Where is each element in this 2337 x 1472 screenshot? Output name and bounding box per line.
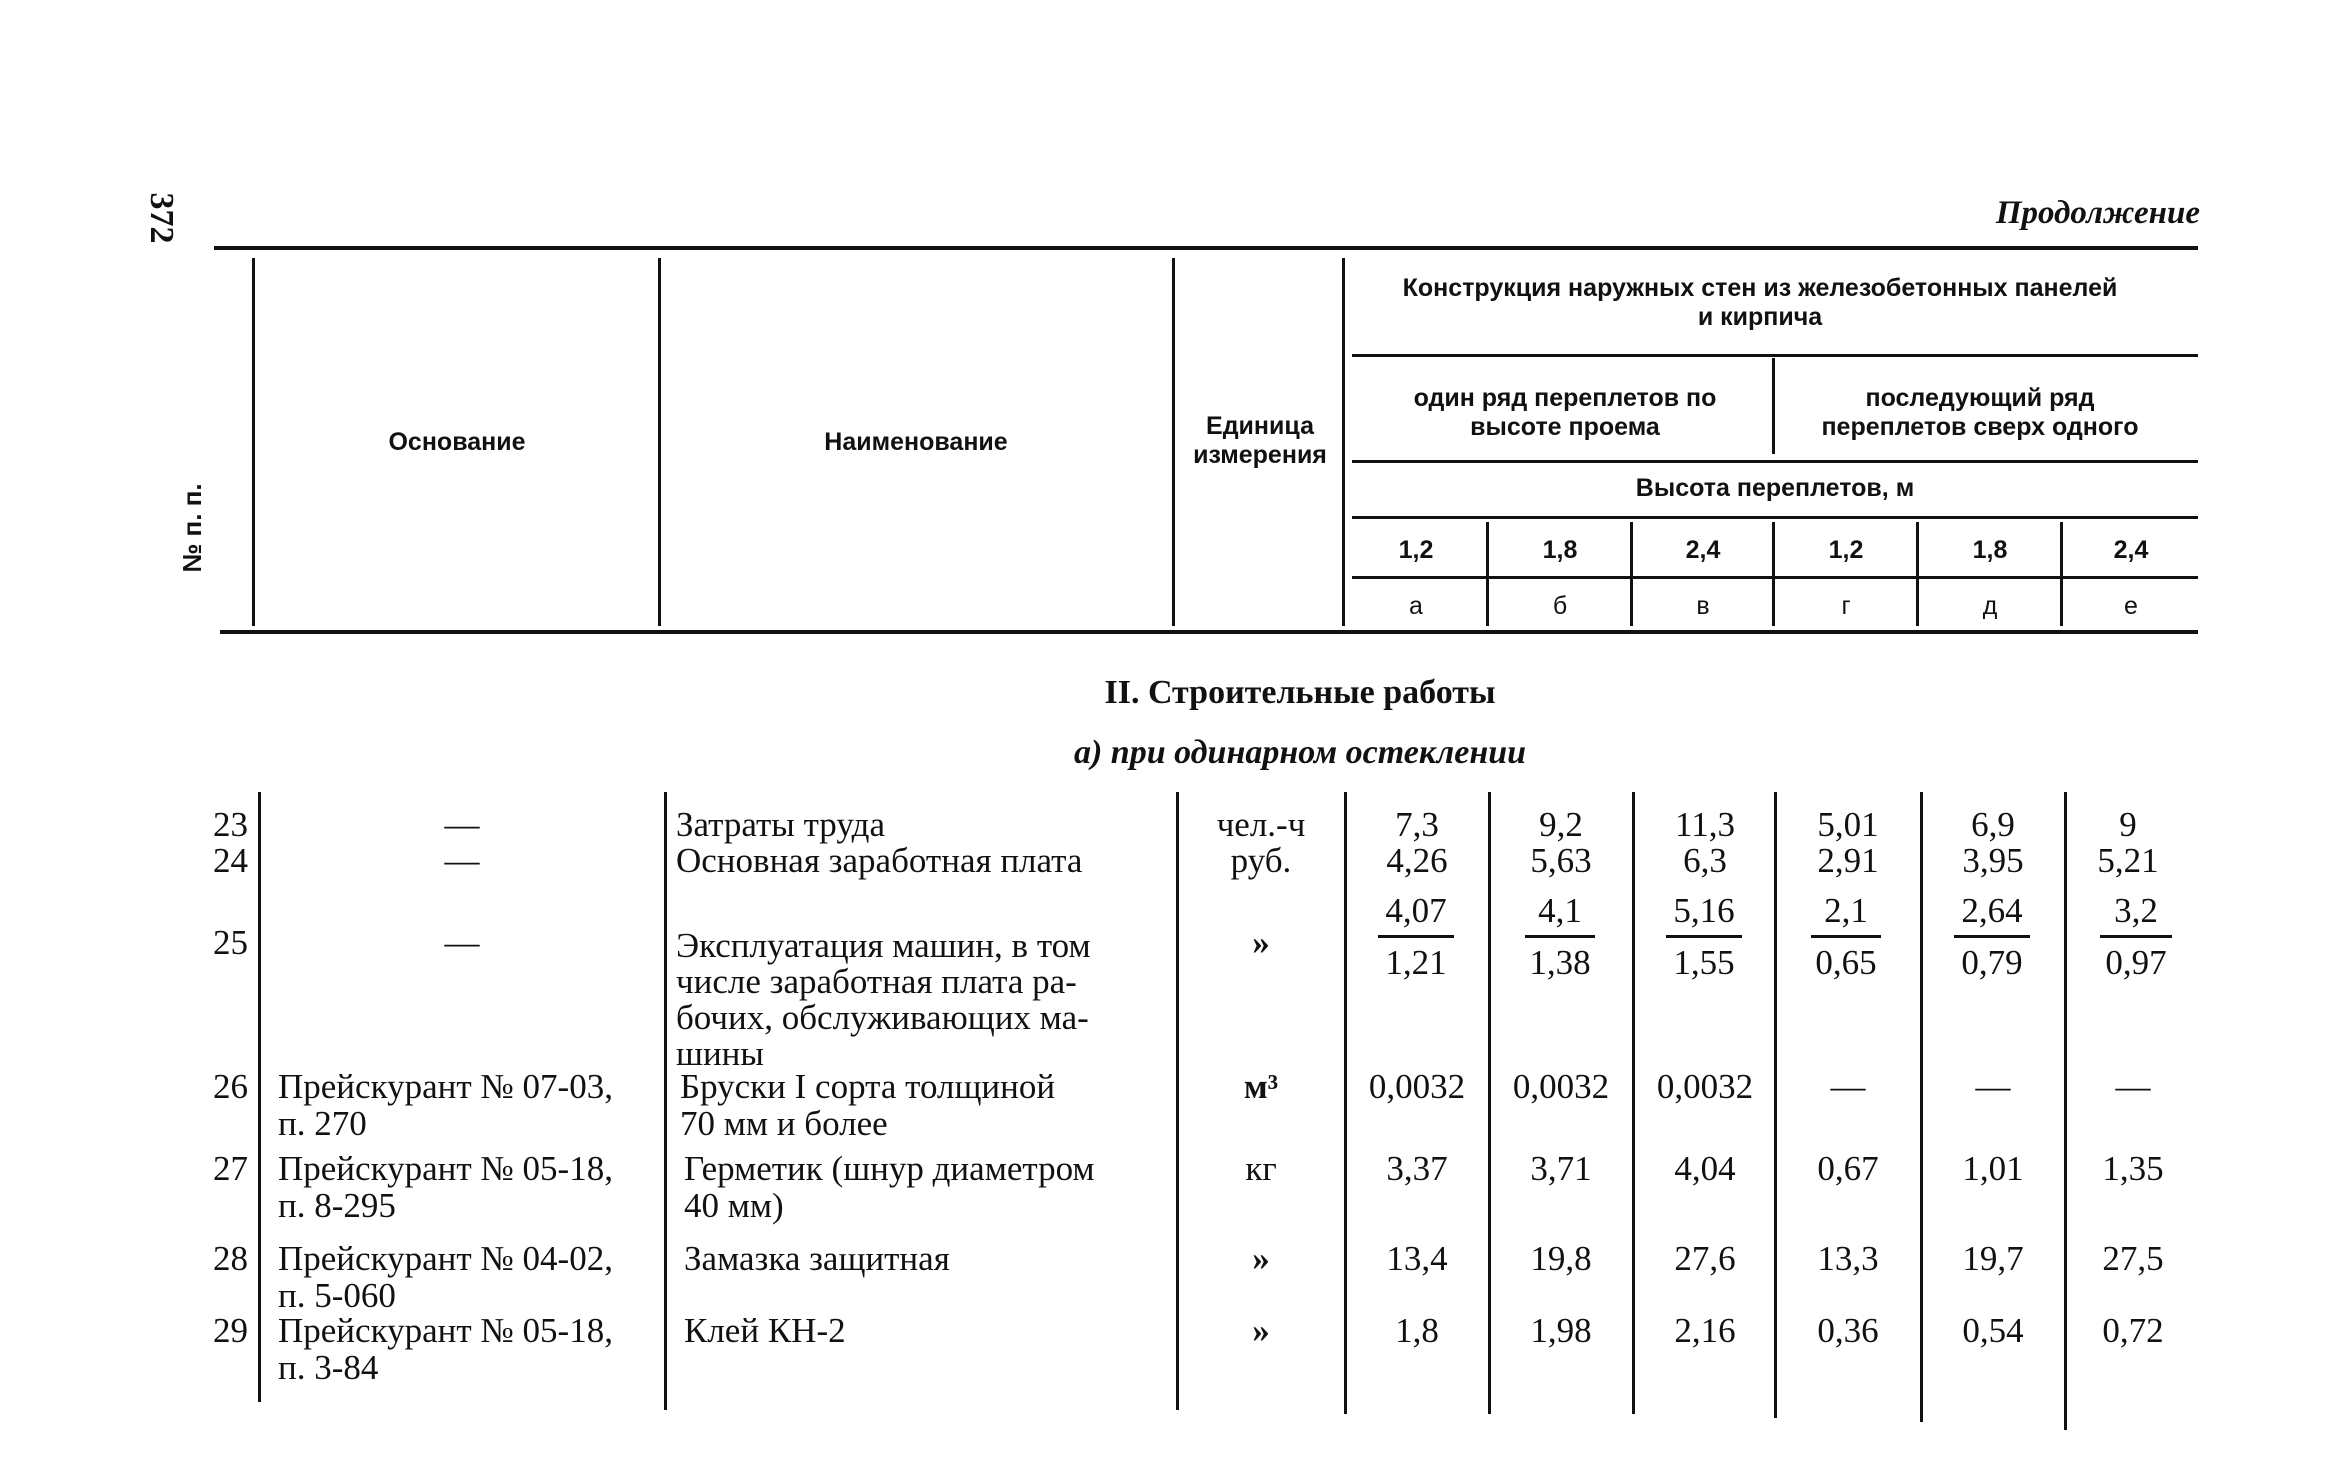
hdr-vline-3 — [1172, 258, 1175, 626]
row-28-unit: » — [1252, 1239, 1270, 1278]
subheader-next: последующий ряд переплетов сверх одного — [1821, 384, 2139, 441]
body-vline-9 — [2064, 792, 2067, 1430]
row-27-val-e: 1,35 — [2102, 1149, 2164, 1188]
row-25-top-b: 4,1 — [1538, 891, 1582, 930]
row-25-frac-a — [1366, 892, 1466, 981]
hdr-vline-sub — [1772, 358, 1775, 454]
row-28-val-a: 13,4 — [1386, 1239, 1448, 1278]
row-26-basis — [278, 1068, 613, 1142]
body-vline-4 — [1344, 792, 1347, 1414]
row-29-val-e: 0,72 — [2102, 1311, 2164, 1350]
row-28-basis-line: Прейскурант № 04-02, — [278, 1239, 613, 1278]
hdr-vline-c1 — [1486, 522, 1489, 626]
row-29-val-v: 2,16 — [1674, 1311, 1736, 1350]
height-e: 2,4 — [2113, 536, 2149, 564]
header-top-rule — [214, 246, 2198, 250]
subsection-title: а) при одинарном остеклении — [1073, 734, 1527, 771]
row-29-name: Клей КН-2 — [684, 1311, 846, 1350]
col-header-unit: Единица измерения — [1193, 412, 1327, 469]
row-25-frac-d — [1942, 892, 2042, 981]
row-29-basis-line: п. 3-84 — [278, 1348, 379, 1387]
letter-b: б — [1552, 592, 1568, 620]
row-27-name — [684, 1150, 1160, 1224]
row-25-name-line: шины — [676, 1034, 764, 1073]
col-header-basis: Основание — [388, 428, 526, 456]
row-26-val-b: 0,0032 — [1512, 1067, 1610, 1106]
row-28-basis — [278, 1240, 613, 1314]
letter-v: в — [1696, 592, 1710, 620]
height-d: 1,8 — [1972, 536, 2008, 564]
row-25-top-g: 2,1 — [1824, 891, 1868, 930]
body-vline-2 — [664, 792, 667, 1410]
row-24-val-e: 5,21 — [2097, 841, 2159, 880]
row-26-val-a: 0,0032 — [1368, 1067, 1466, 1106]
hdr-hline-group — [1352, 354, 2198, 357]
row-27-val-a: 3,37 — [1386, 1149, 1448, 1188]
row-25-bottom-e: 0,97 — [2105, 943, 2167, 982]
col-header-name: Наименование — [824, 428, 1008, 456]
row-29-basis-line: Прейскурант № 05-18, — [278, 1311, 613, 1350]
row-25-name-line: бочих, обслуживающих ма- — [676, 998, 1089, 1037]
fraction-bar — [2100, 935, 2172, 938]
row-27-name-line: Герметик (шнур диаметром — [684, 1149, 1095, 1188]
row-25-top-e: 3,2 — [2114, 891, 2158, 930]
row-23-val-v: 11,3 — [1675, 805, 1735, 844]
row-29-val-a: 1,8 — [1395, 1311, 1439, 1350]
row-25-bottom-g: 0,65 — [1815, 943, 1877, 982]
row-27-number: 27 — [213, 1149, 248, 1188]
row-29-val-d: 0,54 — [1962, 1311, 2024, 1350]
row-23-val-g: 5,01 — [1817, 805, 1879, 844]
row-26-val-v: 0,0032 — [1656, 1067, 1754, 1106]
row-28-val-b: 19,8 — [1530, 1239, 1592, 1278]
row-24-val-g: 2,91 — [1817, 841, 1879, 880]
hdr-vline-2 — [658, 258, 661, 626]
row-27-unit: кг — [1245, 1149, 1277, 1188]
row-26-name-line: 70 мм и более — [680, 1104, 888, 1143]
body-vline-1 — [258, 792, 261, 1402]
hdr-vline-c5 — [2060, 522, 2063, 626]
row-29-basis — [278, 1312, 613, 1386]
row-26-basis-line: п. 270 — [278, 1104, 367, 1143]
row-28-val-g: 13,3 — [1817, 1239, 1879, 1278]
row-25-frac-b — [1510, 892, 1610, 981]
group-header: Конструкция наружных стен из железобетонных панелей и кирпича — [1402, 274, 2118, 331]
row-26-val-d: — — [1975, 1067, 2011, 1106]
row-23-val-e: 9 — [2119, 805, 2137, 844]
hdr-vline-c3 — [1772, 522, 1775, 626]
row-28-name: Замазка защитная — [684, 1239, 950, 1278]
row-27-name-line: 40 мм) — [684, 1186, 784, 1225]
fraction-bar — [1954, 935, 2030, 938]
hdr-vline-c2 — [1630, 522, 1633, 626]
row-29-val-g: 0,36 — [1817, 1311, 1879, 1350]
row-29-unit: » — [1252, 1311, 1270, 1350]
fraction-bar — [1525, 935, 1595, 938]
hdr-vline-1 — [252, 258, 255, 626]
row-28-val-v: 27,6 — [1674, 1239, 1736, 1278]
row-26-val-e: — — [2115, 1067, 2151, 1106]
hdr-vline-4 — [1342, 258, 1345, 626]
row-25-top-d: 2,64 — [1961, 891, 2023, 930]
row-26-basis-line: Прейскурант № 07-03, — [278, 1067, 613, 1106]
row-25-bottom-a: 1,21 — [1385, 943, 1447, 982]
row-26-number: 26 — [213, 1067, 248, 1106]
row-24-basis: — — [444, 841, 480, 880]
row-27-val-d: 1,01 — [1962, 1149, 2024, 1188]
row-25-top-a: 4,07 — [1385, 891, 1447, 930]
page-number: 372 — [143, 192, 180, 244]
row-26-val-g: — — [1830, 1067, 1866, 1106]
row-25-name — [676, 928, 1160, 1072]
body-vline-8 — [1920, 792, 1923, 1422]
row-24-val-v: 6,3 — [1683, 841, 1727, 880]
row-24-number: 24 — [213, 841, 248, 880]
row-25-name-line: числе заработная плата ра- — [676, 962, 1077, 1001]
row-24-val-d: 3,95 — [1962, 841, 2024, 880]
col-header-npp: № п. п. — [177, 483, 207, 573]
section-title: II. Строительные работы — [1104, 674, 1496, 711]
body-vline-5 — [1488, 792, 1491, 1414]
row-28-val-d: 19,7 — [1962, 1239, 2024, 1278]
row-23-basis: — — [444, 805, 480, 844]
height-g: 1,2 — [1828, 536, 1864, 564]
row-25-top-v: 5,16 — [1673, 891, 1735, 930]
letter-d: д — [1982, 592, 1998, 620]
body-vline-3 — [1176, 792, 1179, 1410]
row-25-frac-v — [1654, 892, 1754, 981]
fraction-bar — [1378, 935, 1454, 938]
row-25-frac-e — [2086, 892, 2186, 981]
row-23-name: Затраты труда — [676, 805, 885, 844]
height-v: 2,4 — [1685, 536, 1721, 564]
continuation-label: Продолжение — [1995, 195, 2200, 231]
letter-a: а — [1409, 592, 1423, 620]
subheader-single: один ряд переплетов по высоте проема — [1413, 384, 1717, 441]
fraction-bar — [1811, 935, 1881, 938]
row-25-number: 25 — [213, 923, 248, 962]
row-29-val-b: 1,98 — [1530, 1311, 1592, 1350]
row-25-name-line: Эксплуатация машин, в том — [676, 926, 1091, 965]
row-25-basis: — — [444, 923, 480, 962]
hdr-vline-c4 — [1916, 522, 1919, 626]
hdr-hline-values — [1352, 576, 2198, 579]
hdr-hline-sub — [1352, 460, 2198, 463]
row-25-bottom-d: 0,79 — [1961, 943, 2023, 982]
row-28-number: 28 — [213, 1239, 248, 1278]
row-27-val-b: 3,71 — [1530, 1149, 1592, 1188]
row-23-unit: чел.-ч — [1216, 805, 1306, 844]
body-vline-6 — [1632, 792, 1635, 1414]
row-23-val-d: 6,9 — [1971, 805, 2015, 844]
row-26-name-line: Бруски I сорта толщиной — [680, 1067, 1056, 1106]
row-27-val-g: 0,67 — [1817, 1149, 1879, 1188]
height-a: 1,2 — [1398, 536, 1434, 564]
row-25-frac-g — [1796, 892, 1896, 981]
row-28-basis-line: п. 5-060 — [278, 1276, 396, 1315]
row-27-basis-line: п. 8-295 — [278, 1186, 396, 1225]
row-24-val-a: 4,26 — [1386, 841, 1448, 880]
row-23-val-b: 9,2 — [1539, 805, 1583, 844]
row-23-val-a: 7,3 — [1395, 805, 1439, 844]
row-23-number: 23 — [213, 805, 248, 844]
row-29-number: 29 — [213, 1311, 248, 1350]
row-27-basis-line: Прейскурант № 05-18, — [278, 1149, 613, 1188]
row-25-bottom-v: 1,55 — [1673, 943, 1735, 982]
hdr-hline-heights — [1352, 516, 2198, 519]
row-25-bottom-b: 1,38 — [1529, 943, 1591, 982]
row-24-name: Основная заработная плата — [676, 841, 1083, 880]
row-26-name — [680, 1068, 1160, 1142]
row-28-val-e: 27,5 — [2102, 1239, 2164, 1278]
header-bottom-rule — [220, 630, 2198, 634]
row-27-basis — [278, 1150, 613, 1224]
row-27-val-v: 4,04 — [1674, 1149, 1736, 1188]
row-24-unit: руб. — [1230, 841, 1292, 880]
row-24-val-b: 5,63 — [1530, 841, 1592, 880]
letter-e: е — [2124, 592, 2138, 620]
body-vline-7 — [1774, 792, 1777, 1418]
row-26-unit: м³ — [1243, 1067, 1279, 1106]
row-25-unit: » — [1252, 923, 1270, 962]
letter-g: г — [1841, 592, 1851, 620]
heights-header: Высота переплетов, м — [1635, 474, 1915, 502]
height-b: 1,8 — [1542, 536, 1578, 564]
fraction-bar — [1666, 935, 1742, 938]
